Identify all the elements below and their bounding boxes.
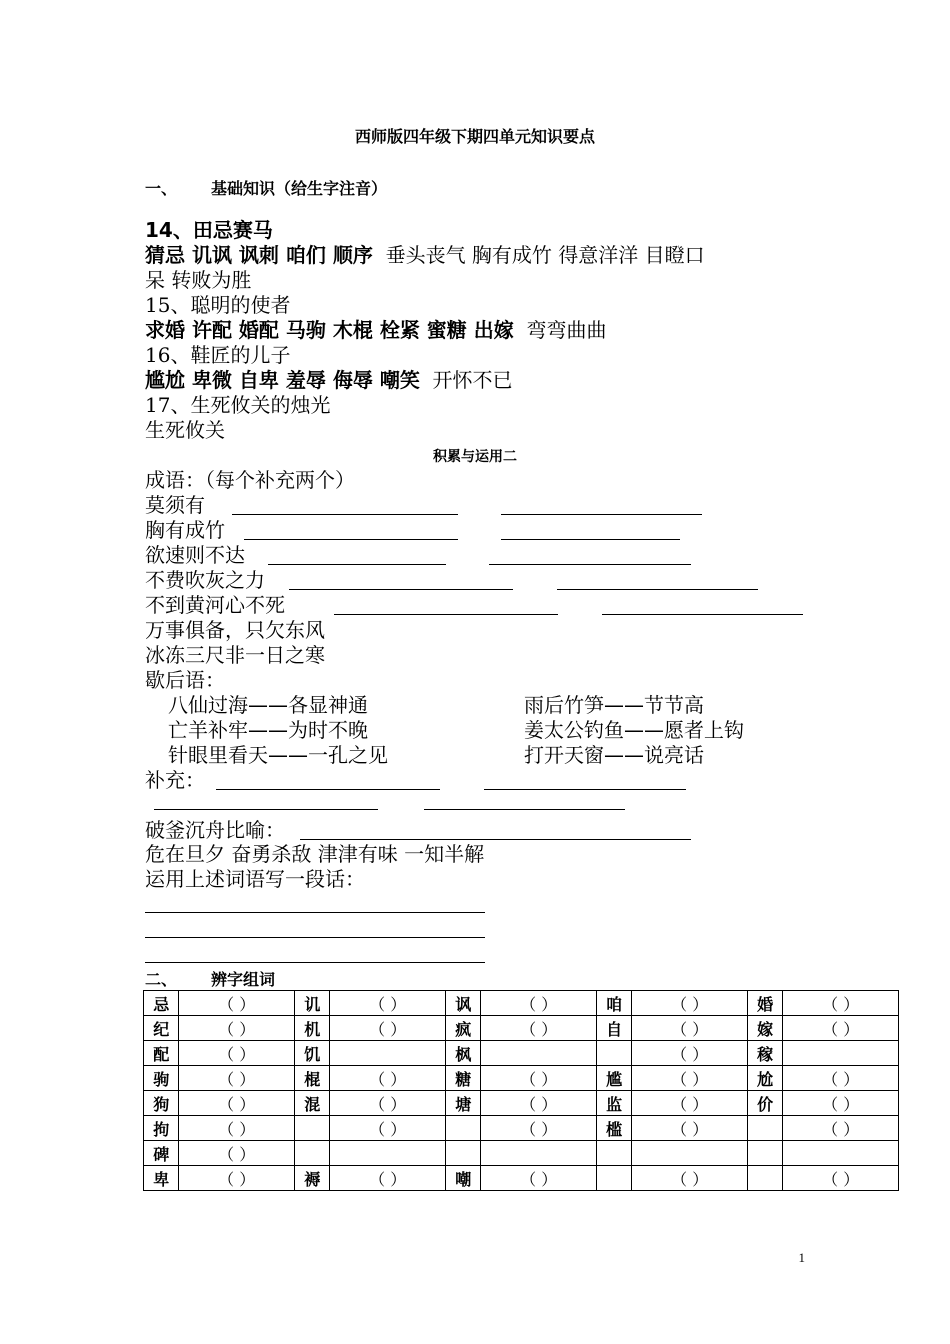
answer-cell: （ ） — [783, 1166, 899, 1191]
answer-cell: （ ） — [330, 1066, 446, 1091]
xiehouyu-header: 歇后语： — [145, 668, 225, 692]
answer-line — [484, 789, 686, 790]
character-cell: 混 — [294, 1091, 329, 1116]
answer-line — [557, 589, 758, 590]
character-cell: 价 — [747, 1091, 782, 1116]
table-row — [144, 1166, 899, 1191]
character-cell: 饥 — [294, 1041, 329, 1066]
normal-words: 开怀不已 — [432, 368, 513, 392]
character-cell — [596, 1141, 631, 1166]
character-cell: 碑 — [144, 1141, 179, 1166]
answer-cell: （ ） — [783, 1116, 899, 1141]
answer-line — [602, 614, 803, 615]
answer-cell — [330, 1141, 446, 1166]
idiom-item: 冰冻三尺非一日之寒 — [145, 643, 325, 667]
answer-cell: （ ） — [179, 991, 295, 1016]
normal-words: 弯弯曲曲 — [526, 318, 607, 342]
table-row — [144, 991, 899, 1016]
character-cell: 糖 — [445, 1066, 480, 1091]
character-cell: 婚 — [747, 991, 782, 1016]
answer-line — [289, 589, 513, 590]
character-cell: 褥 — [294, 1166, 329, 1191]
section-label: 辨字组词 — [211, 970, 276, 989]
paragraph-prompt: 运用上述词语写一段话： — [145, 867, 365, 891]
answer-cell: （ ） — [632, 1066, 748, 1091]
character-cell: 塘 — [445, 1091, 480, 1116]
supplement-label: 补充： — [145, 768, 205, 792]
answer-line — [154, 809, 378, 810]
answer-cell: （ ） — [481, 1116, 597, 1141]
table-row — [144, 1066, 899, 1091]
answer-cell: （ ） — [481, 1066, 597, 1091]
lesson-15-words — [145, 318, 606, 343]
answer-cell: （ ） — [481, 1091, 597, 1116]
idioms-header: 成语：（每个补充两个） — [145, 468, 355, 492]
answer-cell: （ ） — [179, 1116, 295, 1141]
character-cell: 自 — [596, 1016, 631, 1041]
answer-line — [489, 564, 691, 565]
character-table — [143, 990, 899, 1191]
character-cell: 嫁 — [747, 1016, 782, 1041]
answer-cell: （ ） — [632, 1041, 748, 1066]
subsection-title: 积累与运用二 — [433, 449, 517, 465]
section-label: 基础知识（给生字注音） — [211, 179, 388, 198]
answer-cell: （ ） — [179, 1166, 295, 1191]
section-two-heading — [145, 967, 275, 990]
character-cell — [747, 1141, 782, 1166]
answer-cell: （ ） — [783, 991, 899, 1016]
xiehouyu-item: 雨后竹笋——节节高 — [524, 693, 704, 717]
character-cell: 枫 — [445, 1041, 480, 1066]
character-cell: 机 — [294, 1016, 329, 1041]
character-cell: 狗 — [144, 1091, 179, 1116]
answer-cell: （ ） — [179, 1016, 295, 1041]
answer-cell: （ ） — [783, 1091, 899, 1116]
lesson-17-title: 17、生死攸关的烛光 — [145, 393, 331, 417]
answer-cell: （ ） — [330, 1016, 446, 1041]
lesson-16-words — [145, 368, 513, 393]
answer-cell: （ ） — [632, 1016, 748, 1041]
character-cell: 咱 — [596, 991, 631, 1016]
character-cell: 卑 — [144, 1166, 179, 1191]
answer-line — [145, 937, 485, 938]
xiehouyu-item: 打开天窗——说亮话 — [524, 743, 704, 767]
section-number: 一、 — [145, 179, 178, 198]
answer-cell: （ ） — [632, 991, 748, 1016]
character-cell: 尬 — [747, 1066, 782, 1091]
answer-cell — [481, 1041, 597, 1066]
idiom-item: 不费吹灰之力 — [145, 568, 265, 592]
section-number: 二、 — [145, 970, 178, 989]
answer-cell: （ ） — [481, 1166, 597, 1191]
answer-cell — [481, 1141, 597, 1166]
answer-line — [145, 962, 485, 963]
character-cell — [747, 1116, 782, 1141]
answer-line — [216, 789, 440, 790]
bold-words: 求婚 许配 婚配 马驹 木棍 栓紧 蜜糖 出嫁 — [145, 318, 514, 342]
xiehouyu-item: 针眼里看天——一孔之见 — [168, 743, 388, 767]
table-row — [144, 1116, 899, 1141]
answer-cell: （ ） — [632, 1166, 748, 1191]
character-cell — [294, 1116, 329, 1141]
xiehouyu-item: 亡羊补牢——为时不晚 — [168, 718, 368, 742]
page-title: 西师版四年级下期四单元知识要点 — [354, 127, 595, 146]
answer-cell: （ ） — [179, 1141, 295, 1166]
bold-words: 尴尬 卑微 自卑 羞辱 侮辱 嘲笑 — [145, 368, 420, 392]
page-number: 1 — [798, 1250, 805, 1265]
character-cell: 纪 — [144, 1016, 179, 1041]
xiehouyu-item: 八仙过海——各显神通 — [168, 693, 368, 717]
answer-cell: （ ） — [783, 1016, 899, 1041]
answer-cell: （ ） — [330, 1091, 446, 1116]
answer-cell: （ ） — [481, 1016, 597, 1041]
metaphor-label: 破釜沉舟比喻： — [145, 818, 285, 842]
idiom-item: 不到黄河心不死 — [145, 593, 285, 617]
bold-words: 猜忌 讥讽 讽刺 咱们 顺序 — [145, 243, 373, 267]
answer-cell — [783, 1141, 899, 1166]
answer-line — [300, 839, 691, 840]
answer-cell: （ ） — [632, 1116, 748, 1141]
xiehouyu-item: 姜太公钓鱼——愿者上钩 — [524, 718, 744, 742]
answer-cell: （ ） — [330, 1166, 446, 1191]
character-cell: 配 — [144, 1041, 179, 1066]
character-cell: 疯 — [445, 1016, 480, 1041]
character-cell: 讥 — [294, 991, 329, 1016]
answer-cell: （ ） — [179, 1041, 295, 1066]
lesson-14-title: 14、田忌赛马 — [145, 218, 273, 242]
table-row — [144, 1016, 899, 1041]
answer-line — [244, 539, 458, 540]
character-cell: 槛 — [596, 1116, 631, 1141]
answer-line — [501, 514, 702, 515]
answer-line — [145, 912, 485, 913]
character-cell: 驹 — [144, 1066, 179, 1091]
idiom-item: 莫须有 — [145, 493, 205, 517]
idiom-item: 万事俱备，只欠东风 — [145, 618, 325, 642]
normal-words: 垂头丧气 胸有成竹 得意洋洋 目瞪口 — [385, 243, 705, 267]
answer-line — [268, 564, 446, 565]
character-cell: 讽 — [445, 991, 480, 1016]
lesson-14-words-wrap: 呆 转败为胜 — [145, 268, 252, 292]
character-cell: 监 — [596, 1091, 631, 1116]
answer-cell — [330, 1041, 446, 1066]
idiom-item: 胸有成竹 — [145, 518, 225, 542]
answer-cell: （ ） — [179, 1091, 295, 1116]
answer-line — [424, 809, 625, 810]
answer-cell: （ ） — [330, 991, 446, 1016]
character-cell: 嘲 — [445, 1166, 480, 1191]
character-cell — [294, 1141, 329, 1166]
answer-cell: （ ） — [481, 991, 597, 1016]
answer-cell: （ ） — [179, 1066, 295, 1091]
table-row — [144, 1041, 899, 1066]
character-cell: 稼 — [747, 1041, 782, 1066]
character-cell: 尴 — [596, 1066, 631, 1091]
character-cell — [445, 1116, 480, 1141]
lesson-17-words: 生死攸关 — [145, 418, 225, 442]
character-cell: 棍 — [294, 1066, 329, 1091]
answer-cell: （ ） — [783, 1066, 899, 1091]
character-cell — [445, 1141, 480, 1166]
answer-line — [232, 514, 458, 515]
answer-cell — [632, 1141, 748, 1166]
character-cell: 忌 — [144, 991, 179, 1016]
table-row — [144, 1091, 899, 1116]
answer-cell: （ ） — [330, 1116, 446, 1141]
character-cell — [596, 1166, 631, 1191]
character-cell: 拘 — [144, 1116, 179, 1141]
four-idioms: 危在旦夕 奋勇杀敌 津津有味 一知半解 — [145, 842, 485, 866]
character-cell — [747, 1166, 782, 1191]
table-row — [144, 1141, 899, 1166]
lesson-14-words — [145, 243, 705, 268]
section-one-heading — [145, 176, 387, 199]
answer-cell — [783, 1041, 899, 1066]
idiom-item: 欲速则不达 — [145, 543, 245, 567]
lesson-16-title: 16、鞋匠的儿子 — [145, 343, 291, 367]
answer-line — [334, 614, 558, 615]
character-cell — [596, 1041, 631, 1066]
lesson-15-title: 15、聪明的使者 — [145, 293, 291, 317]
answer-cell: （ ） — [632, 1091, 748, 1116]
answer-line — [501, 539, 680, 540]
